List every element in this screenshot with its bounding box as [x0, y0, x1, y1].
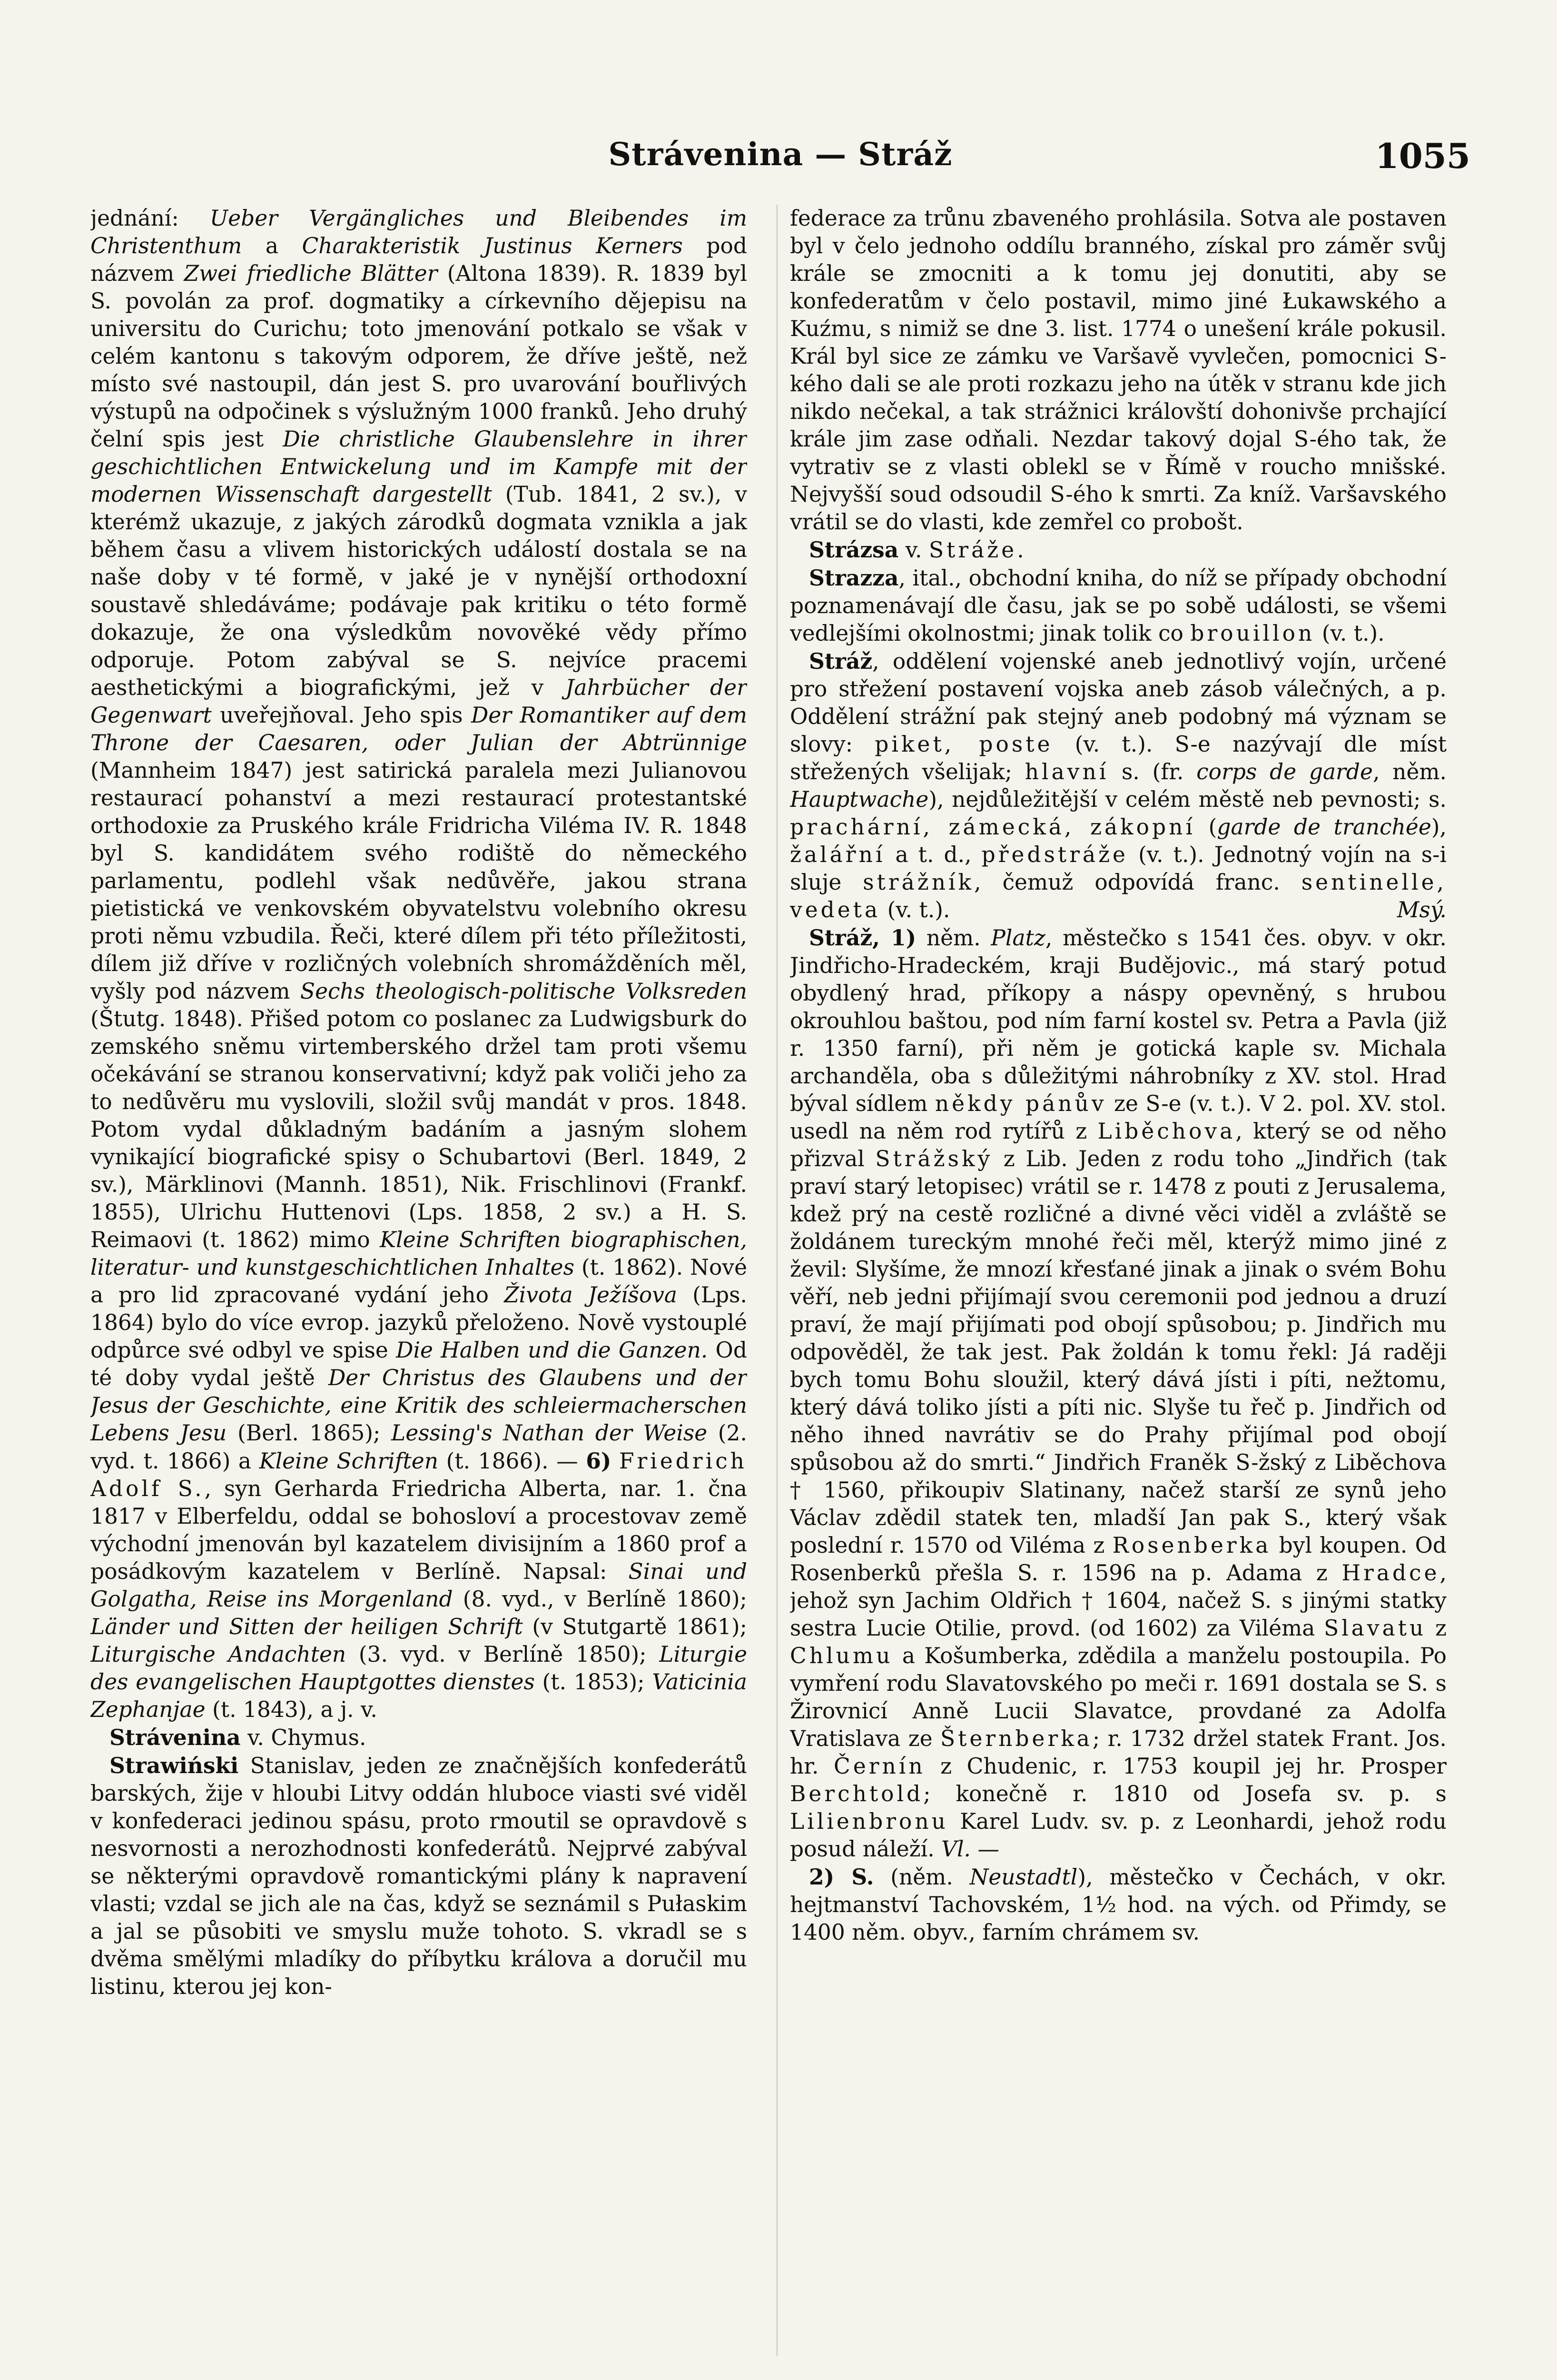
- text-segment: a t. d.,: [885, 842, 982, 867]
- entry-strazza: [790, 564, 1447, 647]
- entry-straz-military: [790, 647, 1447, 924]
- text-segment: , ital., obchodní kniha, do níž se případy obchodní poznamenávají dle času, jak se po sobě události, se všemi vedlejšími okolnostmi; jinak tolik co: [790, 565, 1447, 646]
- text-segment: (v. t.). Jednotný vojín na s-i sluje: [790, 842, 1447, 895]
- text-segment: brouillon: [1190, 621, 1315, 646]
- text-segment: (Tub. 1841, 2 sv.), v kterémž ukazuje, z jakých zárodků dogmata vznikla a jak během času a vlivem historických událostí dostala se na naše doby v té formě, v jaké je v nynější orthodoxní soustavě shledáváme; podávaje pak kritiku o této formě dokazuje, že ona výsledkům novověké vědy přímo odporuje. Potom zabýval se S. nejvíce pracemi aesthetickými a biografickými, jež v: [90, 482, 747, 700]
- headword: 6): [586, 1448, 611, 1474]
- text-segment: něm.: [916, 925, 991, 951]
- headword: Strazza: [809, 565, 899, 591]
- text-segment: (t. 1843), a j. v.: [205, 1697, 377, 1722]
- text-segment: z: [1426, 1616, 1447, 1641]
- text-segment: , syn Gerharda Friedricha Alberta, nar. 1. čna 1817 v Elberfeldu, oddal se bohosloví a procestovav země východní jmenován byl kazatelem divisijním a 1860 prof a posádkovým kazatelem v Berlíně. Napsal:: [90, 1476, 747, 1584]
- text-segment: Stráže: [928, 537, 1017, 563]
- text-segment: .: [1017, 537, 1024, 563]
- text-segment: ), městečko v Čechách, v okr. hejtmanství Tachovském, 1½ hod. na vých. od Přimdy, se 1400 něm. obyv., farním chrámem sv.: [790, 1864, 1447, 1945]
- right-column: [790, 205, 1447, 2356]
- page-number: 1055: [1375, 136, 1470, 176]
- text-segment: Šternberka: [940, 1726, 1093, 1751]
- headword: Stráž: [809, 648, 873, 674]
- text-segment: Neustadtl: [969, 1864, 1078, 1890]
- text-segment: hlavní: [1025, 759, 1109, 784]
- text-segment: (v Stutgartě 1861);: [522, 1614, 747, 1639]
- entry-strauss-continuation: [90, 205, 747, 1724]
- text-segment: ), nejdůležitější v celém městě neb pevnosti; s.: [928, 787, 1447, 812]
- text-segment: corps de garde: [1196, 759, 1373, 784]
- text-segment: Života Ježíšova: [504, 1282, 678, 1308]
- text-segment: ; r. 1732 držel statek Frant. Jos. hr.: [790, 1726, 1447, 1779]
- text-segment: , jehož syn Jachim Oldřich † 1604, načež S. s jinými statky sestra Lucie Otilie, provd. (od 1602) za Viléma: [790, 1560, 1447, 1641]
- text-segment: Kleine Schriften biographischen, literatur- und kunstgeschichtlichen Inhaltes: [90, 1227, 747, 1280]
- text-segment: Chlumu: [790, 1643, 893, 1668]
- left-column: [90, 205, 747, 2356]
- entry-strawinski-continuation: [790, 205, 1447, 536]
- text-segment: federace za trůnu zbaveného prohlásila. Sotva ale postaven byl v čelo jednoho oddílu branného, získal pro záměr svůj krále se zmocniti a k tomu jej donutiti, aby se konfederatům v čelo postavil, mimo jiné Łukawského a Kuźmu, s nimiž se dne 3. list. 1774 o unešení krále pokusil. Král byl sice ze zámku ve Varšavě vyvlečen, pomocnici S-kého dali se ale proti rozkazu jeho na útěk v stranu kde jich nikdo nečekal, a tak strážnici královští dohonivše prchající krále jim zase odňali. Nezdar takový dojal S-ého tak, že vytrativ se z vlasti oblekl se v Římě v roucho mnišské. Nejvyšší soud odsoudil S-ého k smrti. Za kníž. Varšavského vrátil se do vlasti, kde zemřel co probošt.: [790, 206, 1447, 535]
- text-segment: s. (fr.: [1109, 759, 1197, 784]
- text-segment: , městečko s 1541 čes. obyv. v okr. Jindřicho-Hradeckém, kraji Budějovic., má starý potud obydlený hrad, příkopy a náspy opevněný, s hrubou okrouhlou baštou, pod ním farní kostel sv. Petra a Pavla (již r. 1350 farní), při něm je gotická kaple sv. Michala archanděla, oba s důležitými náhrobníky z XV. stol. Hrad býval sídlem: [790, 925, 1447, 1116]
- headword: 2) S.: [809, 1864, 874, 1890]
- text-segment: Rosenberka: [1112, 1533, 1271, 1558]
- headword: Strávenina: [109, 1725, 241, 1750]
- text-segment: Der Romantiker auf dem Throne der Caesaren, oder Julian der Abtrünnige: [90, 703, 747, 755]
- text-segment: žalářní: [790, 842, 886, 867]
- text-segment: (t. 1866). —: [438, 1448, 586, 1474]
- text-segment: Karel Ludv. sv. p. z Leonhardi, jehož rodu posud náleží.: [790, 1809, 1447, 1862]
- entry-strazsa: [790, 536, 1447, 564]
- text-segment: Slavatu: [1324, 1616, 1427, 1641]
- text-segment: Die Halben und die Ganzen.: [396, 1338, 708, 1363]
- text-segment: , čemuž odpovídá franc.: [974, 870, 1301, 895]
- text-segment: Lessing's Nathan der Weise: [391, 1420, 708, 1446]
- text-segment: byl koupen. Od Rosenberků přešla S. r. 1596 na p. Adama z: [790, 1533, 1447, 1586]
- text-segment: garde de tranchée: [1217, 814, 1431, 840]
- text-segment: (v. t.). S-e nazývají dle míst střežených všelijak;: [790, 732, 1447, 784]
- text-segment: (něm.: [874, 1864, 970, 1890]
- text-segment: , něm.: [1372, 759, 1447, 784]
- text-segment: , oddělení vojenské aneb jednotlivý vojín, určené pro střežení postavení vojska aneb zásob válečných, a p. Oddělení strážní pak stejný aneb podobný má význam se slovy:: [790, 649, 1447, 757]
- text-segment: ),: [1431, 814, 1447, 840]
- text-segment: předstráže: [981, 842, 1128, 867]
- text-segment: Vaticinia Zephanjae: [90, 1669, 747, 1722]
- text-segment: (t. 1853);: [534, 1669, 652, 1695]
- text-segment: (2. vyd. t. 1866) a: [90, 1420, 747, 1474]
- text-segment: Jahrbücher der Gegenwart: [90, 675, 747, 728]
- text-segment: a Košumberka, zdědila a manželu postoupila. Po vymření rodu Slavatovského po meči r. 1691 dostala se S. s Žirovnicí Anně Lucii Slavatce, provdané za Adolfa Vratislava ze: [790, 1643, 1447, 1751]
- text-segment: Hauptwache: [790, 787, 929, 812]
- text-segment: Länder und Sitten der heiligen Schrift: [90, 1614, 523, 1639]
- text-segment: někdy pánův: [935, 1091, 1107, 1116]
- text-segment: (v. t.).: [880, 897, 950, 922]
- text-segment: Berchtold: [790, 1781, 924, 1806]
- text-segment: ; konečně r. 1810 od Josefa sv. p. s: [923, 1781, 1447, 1806]
- text-segment: Vl.: [941, 1836, 971, 1862]
- headword: Strawiński: [109, 1753, 239, 1778]
- text-segment: Liturgie des evangelischen Hauptgottes dienstes: [90, 1642, 747, 1695]
- text-segment: Zwei friedliche Blätter: [184, 261, 438, 286]
- page-header: [90, 131, 1470, 188]
- text-segment: strážník: [863, 870, 975, 895]
- text-segment: [611, 1448, 619, 1474]
- text-segment: Platz: [991, 925, 1045, 951]
- text-segment: Charakteristik Justinus Kerners: [302, 233, 683, 258]
- text-segment: (Altona 1839). R. 1839 byl S. povolán za prof. dogmatiky a církevního dějepisu na universitu do Curichu; toto jmenování potkalo se však v celém kantonu s takovým odporem, že dříve ještě, než místo své nastoupil, dán jest S. pro uvarování bouřlivých výstupů na odpočinek s výslužným 1000 franků. Jeho druhý čelní spis jest: [90, 261, 747, 452]
- text-segment: (3. vyd. v Berlíně 1850);: [346, 1642, 660, 1667]
- entry-strawinski: [90, 1752, 747, 2001]
- text-segment: jednání:: [90, 206, 210, 231]
- text-segment: (Lps. 1864) bylo do více evrop. jazyků přeloženo. Nově vystouplé odpůrce své odbyl ve spise: [90, 1282, 747, 1363]
- text-segment: (: [1195, 814, 1217, 840]
- text-segment: Sechs theologisch-politische Volksreden: [300, 979, 747, 1004]
- text-segment: (Štutg. 1848). Přišed potom co poslanec za Ludwigsburk do zemského sněmu virtemberského držel tam proti všemu očekávání se stranou konservativní; když pak voliči jeho za to nedůvěru mu vyslovili, složil svůj mandát v pros. 1848. Potom vydal důkladným badáním a jasným slohem vynikající biografické spisy o Schubartovi (Berl. 1849, 2 sv.), Märklinovi (Mannh. 1851), Nik. Frischlinovi (Frankf. 1855), Ulrichu Huttenovi (Lps. 1858, 2 sv.) a H. S. Reimaovi (t. 1862) mimo: [90, 1006, 747, 1252]
- text-segment: Die christliche Glaubenslehre in ihrer geschichtlichen Entwickelung und im Kampfe mit der modernen Wissenschaft dargestellt: [90, 426, 747, 507]
- entry-stravenina: [90, 1724, 747, 1752]
- text-segment: Sinai und Golgatha, Reise ins Morgenland: [90, 1559, 747, 1612]
- text-segment: Liběchova: [1097, 1119, 1236, 1144]
- text-segment: z Lib. Jeden z rodu toho „Jindřich (tak praví starý letopisec) vrátil se r. 1478 z pouti z Jerusalema, kdež prý na cestě rozličné a divné věci viděl a zvláště se žoldánem tureckým mnohé řeči měl, kterýž mimo jiné z ževil: Slyšíme, že mnozí křesťané jinak a jinak o svém Bohu věří, neb jedni přijímají svou ceremonii pod jednou a druzí praví, že mají přijímati pod obojí spůsobou; p. Jindřich mu odpověděl, že tak jest. Pak žoldán k tomu řekl: Já raději bych tomu Bohu sloužil, který dává jísti i píti, nežtomu, který dává toliko jísti a píti nic. Slyše tu řeč p. Jindřich od něho ihned navrátiv se do Prahy přijímal pod obojí spůsobou až do smrti.“ Jindřich Franěk S-žský z Liběchova † 1560, přikoupiv Slatinany, načež starší ze synů jeho Václav zdědil statek ten, mladší Jan pak S., který však poslední r. 1570 od Viléma z: [790, 1146, 1447, 1558]
- text-segment: (v. t.).: [1315, 621, 1385, 646]
- text-segment: Strážský: [875, 1146, 993, 1171]
- text-segment: Kleine Schriften: [259, 1448, 439, 1474]
- text-segment: Liturgische Andachten: [90, 1642, 346, 1667]
- text-segment: Lilienbronu: [790, 1809, 948, 1834]
- text-segment: Friedrich Adolf S.: [90, 1448, 747, 1501]
- running-title: Strávenina — Stráž: [608, 136, 953, 173]
- text-segment: Hradce: [1341, 1560, 1440, 1586]
- text-segment: Stanislav, jeden ze značnějších konfederátů barských, žije v hloubi Litvy oddán hluboce viasti své viděl v konfederaci jedinou spásu, proto rmoutil se opravdově s nesvornosti a nerozhodnosti konfederátů. Nejprvé zabýval se některými opravdově romantickými plány k napravení vlasti; vzdal se jich ale na čas, když se seznámil s Pułaskim a jal se působiti ve smyslu muže tohoto. S. vkradl se s dvěma smělými mladíky do příbytku králova a doručil mu listinu, kterou jej kon-: [90, 1753, 747, 1999]
- text-segment: pod názvem: [90, 233, 747, 286]
- text-segment: sentinelle, vedeta: [790, 870, 1447, 922]
- text-segment: (Mannheim 1847) jest satirická paralela mezi Julianovou restaurací pohanství a mezi restaurací protestantské orthodoxie za Pruského krále Fridricha Viléma IV. R. 1848 byl S. kandidátem svého rodiště do německého parlamentu, podlehl však nedůvěře, jakou strana pietistická ve venkovském obyvatelstvu volebního okresu proti němu vzbudila. Řeči, které dílem při této příležitosti, dílem již dříve v rozličných volebních shromážděních měl, vyšly pod názvem: [90, 758, 747, 1004]
- entry-straz-town-1: [790, 924, 1447, 1863]
- text-segment: uveřejňoval. Jeho spis: [211, 703, 471, 728]
- column-divider: [777, 205, 778, 2356]
- text-segment: , který se od něho přizval: [790, 1119, 1447, 1171]
- text-segment: (Berl. 1865);: [227, 1420, 391, 1446]
- text-segment: z Chudenic, r. 1753 koupil jej hr. Prosper: [925, 1754, 1447, 1779]
- headword: Strázsa: [809, 537, 899, 563]
- text-segment: (t. 1862). Nové a pro lid zpracované vydání jeho: [90, 1255, 747, 1308]
- entry-straz-town-2: [790, 1863, 1447, 1946]
- headword: Stráž, 1): [809, 925, 916, 951]
- text-segment: Der Christus des Glaubens und der Jesus der Geschichte, eine Kritik des schleiermacherschen Lebens Jesu: [90, 1365, 747, 1446]
- text-segment: a: [242, 233, 302, 258]
- text-segment: ze S-e (v. t.). V 2. pol. XV. stol. usedl na něm rod rytířů z: [790, 1091, 1447, 1144]
- text-segment: piket, poste: [875, 732, 1053, 757]
- text-segment: Msý.: [1397, 897, 1447, 922]
- text-segment: Ueber Vergängliches und Bleibendes im Christenthum: [90, 206, 747, 258]
- text-segment: Černín: [834, 1754, 926, 1779]
- text-segment: Od té doby vydal ještě: [90, 1338, 747, 1390]
- text-segment: prachární, zámecká, zákopní: [790, 814, 1196, 840]
- text-segment: (8. vyd., v Berlíně 1860);: [453, 1587, 747, 1612]
- text-segment: v. Chymus.: [240, 1725, 366, 1750]
- text-segment: —: [971, 1836, 999, 1862]
- text-segment: v.: [898, 537, 929, 563]
